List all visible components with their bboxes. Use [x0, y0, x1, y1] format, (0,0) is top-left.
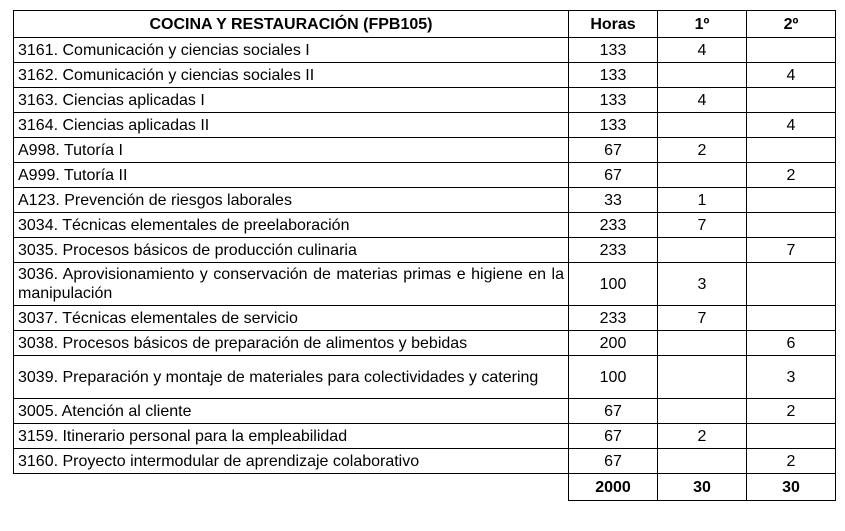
module-first-year: 1	[658, 188, 747, 213]
module-hours: 67	[569, 138, 658, 163]
table-row	[14, 113, 836, 138]
module-name: 3034. Técnicas elementales de preelaboración	[14, 213, 569, 238]
module-second-year	[747, 38, 836, 63]
table-row	[14, 88, 836, 113]
module-hours: 100	[569, 356, 658, 399]
module-first-year	[658, 449, 747, 474]
module-name: 3037. Técnicas elementales de servicio	[14, 306, 569, 331]
table-row	[14, 449, 836, 474]
header-row	[14, 11, 836, 38]
module-hours: 133	[569, 88, 658, 113]
header-horas: Horas	[569, 11, 658, 38]
table-row	[14, 38, 836, 63]
module-second-year	[747, 188, 836, 213]
table-row	[14, 263, 836, 306]
module-first-year	[658, 163, 747, 188]
header-second-year: 2º	[747, 11, 836, 38]
module-first-year: 4	[658, 88, 747, 113]
module-second-year: 3	[747, 356, 836, 399]
module-name: 3164. Ciencias aplicadas II	[14, 113, 569, 138]
total-first-year: 30	[658, 474, 747, 501]
module-first-year	[658, 356, 747, 399]
module-name: 3005. Atención al cliente	[14, 399, 569, 424]
module-name: 3160. Proyecto intermodular de aprendizaje colaborativo	[14, 449, 569, 474]
module-name: 3039. Preparación y montaje de materiales para colectividades y catering	[14, 356, 569, 399]
module-first-year	[658, 113, 747, 138]
header-first-year: 1º	[658, 11, 747, 38]
table-row	[14, 188, 836, 213]
module-first-year	[658, 238, 747, 263]
module-second-year: 2	[747, 399, 836, 424]
module-hours: 233	[569, 306, 658, 331]
table-row	[14, 424, 836, 449]
module-second-year: 2	[747, 163, 836, 188]
table-row	[14, 399, 836, 424]
module-second-year	[747, 213, 836, 238]
module-hours: 67	[569, 399, 658, 424]
module-name: 3035. Procesos básicos de producción culinaria	[14, 238, 569, 263]
module-second-year: 4	[747, 63, 836, 88]
module-name: A998. Tutoría I	[14, 138, 569, 163]
module-second-year	[747, 138, 836, 163]
module-hours: 133	[569, 38, 658, 63]
module-name: 3038. Procesos básicos de preparación de alimentos y bebidas	[14, 331, 569, 356]
module-first-year	[658, 63, 747, 88]
module-hours: 67	[569, 424, 658, 449]
totals-spacer	[14, 474, 569, 501]
module-second-year	[747, 88, 836, 113]
module-hours: 133	[569, 113, 658, 138]
module-name: A999. Tutoría II	[14, 163, 569, 188]
module-hours: 133	[569, 63, 658, 88]
module-first-year: 7	[658, 306, 747, 331]
module-second-year: 4	[747, 113, 836, 138]
module-hours: 33	[569, 188, 658, 213]
totals-row	[14, 474, 836, 501]
module-first-year	[658, 399, 747, 424]
module-name: 3162. Comunicación y ciencias sociales II	[14, 63, 569, 88]
module-second-year	[747, 263, 836, 306]
module-hours: 67	[569, 449, 658, 474]
module-name: 3159. Itinerario personal para la empleabilidad	[14, 424, 569, 449]
table-row	[14, 356, 836, 399]
table-row	[14, 163, 836, 188]
table-row	[14, 138, 836, 163]
module-first-year: 3	[658, 263, 747, 306]
module-name: 3163. Ciencias aplicadas I	[14, 88, 569, 113]
total-second-year: 30	[747, 474, 836, 501]
table-row	[14, 331, 836, 356]
table-row	[14, 63, 836, 88]
module-name: A123. Prevención de riesgos laborales	[14, 188, 569, 213]
module-name: 3161. Comunicación y ciencias sociales I	[14, 38, 569, 63]
module-hours-table	[13, 10, 836, 501]
module-second-year: 6	[747, 331, 836, 356]
total-hours: 2000	[569, 474, 658, 501]
table-title: COCINA Y RESTAURACIÓN (FPB105)	[14, 11, 569, 38]
module-first-year: 2	[658, 424, 747, 449]
module-first-year: 7	[658, 213, 747, 238]
module-hours: 200	[569, 331, 658, 356]
module-second-year	[747, 306, 836, 331]
module-name: 3036. Aprovisionamiento y conservación de materias primas e higiene en la manipulación	[14, 263, 569, 306]
module-hours: 67	[569, 163, 658, 188]
module-hours: 233	[569, 213, 658, 238]
module-hours: 100	[569, 263, 658, 306]
table-row	[14, 213, 836, 238]
module-second-year: 2	[747, 449, 836, 474]
module-second-year: 7	[747, 238, 836, 263]
module-first-year: 2	[658, 138, 747, 163]
module-first-year: 4	[658, 38, 747, 63]
table-row	[14, 306, 836, 331]
table-row	[14, 238, 836, 263]
module-hours: 233	[569, 238, 658, 263]
module-first-year	[658, 331, 747, 356]
module-second-year	[747, 424, 836, 449]
